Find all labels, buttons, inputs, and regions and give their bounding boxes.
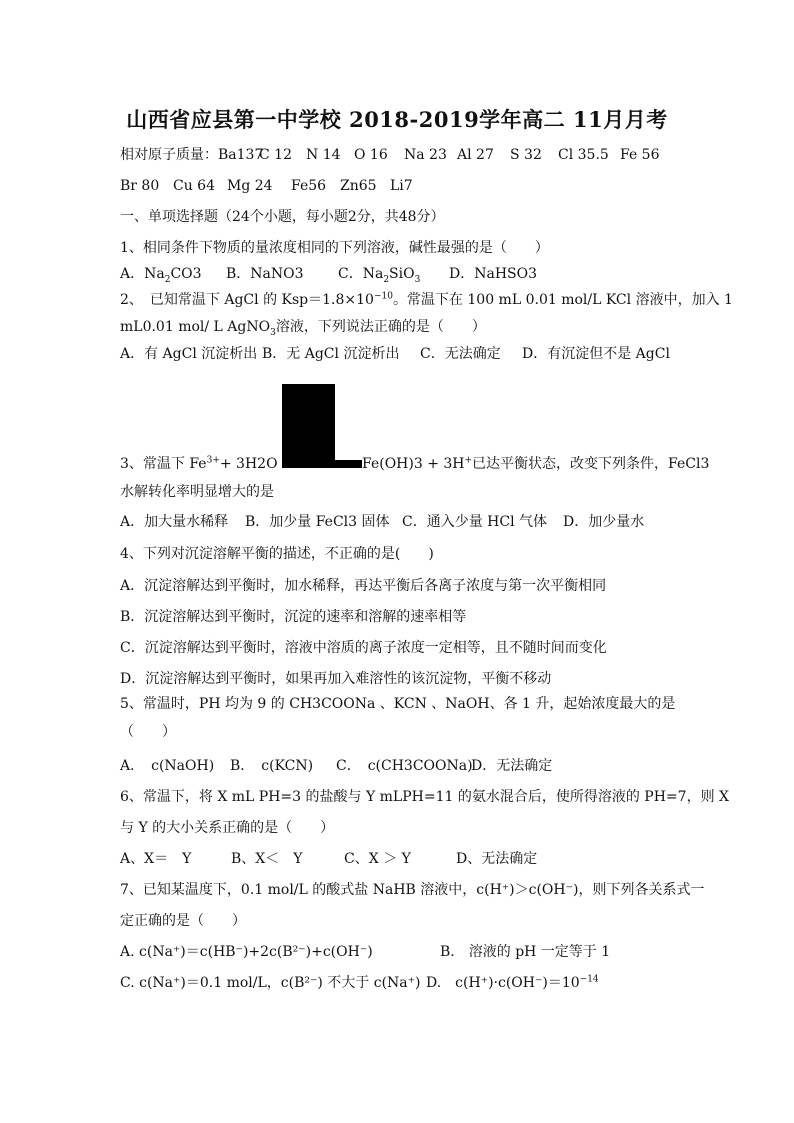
question-5-options — [120, 757, 552, 775]
question-1-options — [120, 265, 537, 283]
option-d: D．沉淀溶解达到平衡时，如果再加入难溶性的该沉淀物，平衡不移动 — [120, 671, 552, 687]
option-a: A．$Na_2CO3$ — [120, 266, 202, 285]
question-3-options — [120, 513, 644, 531]
option-a: A、X＝ Y — [120, 851, 192, 867]
option-d: D．NaHSO3 — [449, 266, 538, 282]
question-5-stem-cont: （ ） — [120, 724, 176, 740]
option-b: B．沉淀溶解达到平衡时，沉淀的速率和溶解的速率相等 — [120, 609, 467, 625]
option-d: D．加少量水 — [563, 514, 645, 530]
atomic-mass-item: Na 23 — [404, 147, 447, 163]
option-a: A．加大量水稀释 — [120, 514, 229, 530]
atomic-masses-line-1 — [120, 146, 660, 164]
question-2-options — [120, 345, 670, 363]
option-d: D. $c(H^+)\cdot c(OH^-)=10^{-14}$ — [426, 974, 599, 991]
question-7-stem: 7、已知某温度下，0.1 mol/L 的酸式盐 NaHB 溶液中，c(H⁺)＞c(OH⁻)，则下列各关系式一 — [120, 882, 705, 898]
option-c: C．$Na_2SiO_3$ — [338, 266, 421, 285]
question-3-stem: 3、常温下 $Fe^{3+}+ 3H2O$ Fe(OH)3 + 3H+已达平衡状态，改变下列条件，FeCl3 — [120, 455, 710, 472]
option-c: C．无法确定 — [420, 346, 501, 362]
atomic-mass-item: C 12 — [259, 147, 292, 163]
option-b: B． c(KCN) — [230, 758, 314, 774]
atomic-mass-item: O 16 — [354, 147, 388, 163]
option-c: C．沉淀溶解达到平衡时，溶液中溶质的离子浓度一定相等，且不随时间而变化 — [120, 640, 607, 656]
question-6-stem: 6、常温下，将 X mL PH=3 的盐酸与 Y mLPH=11 的氨水混合后，使所得溶液的 PH=7，则 X — [120, 789, 729, 805]
option-c: C. c(Na⁺)＝0.1 mol/L，c(B²⁻) 不大于 c(Na⁺) — [120, 975, 421, 991]
option-d: D．无法确定 — [471, 758, 553, 774]
option-b: B. 溶液的 pH 一定等于 1 — [440, 944, 611, 960]
atomic-mass-item: Zn65 — [340, 178, 377, 194]
atomic-mass-item: Br 80 — [120, 178, 160, 194]
atomic-mass-item: Mg 24 — [227, 178, 273, 194]
question-1-stem: 1、相同条件下物质的量浓度相同的下列溶液，碱性最强的是（ ） — [120, 240, 549, 256]
question-2-stem-cont: mL0.01 mol/ L AgNO$_3$溶液，下列说法正确的是（ ） — [120, 319, 486, 338]
option-a: A. c(Na⁺)＝c(HB⁻)+2c(B²⁻)+c(OH⁻) — [120, 944, 373, 960]
question-4-stem: 4、下列对沉淀溶解平衡的描述，不正确的是( ) — [120, 546, 434, 562]
atomic-masses-line-2 — [120, 177, 413, 195]
option-b: B、X＜ Y — [231, 851, 303, 867]
option-a: A．有 AgCl 沉淀析出 — [120, 346, 258, 362]
question-6-options — [120, 850, 537, 868]
section-heading: 一、单项选择题（24个小题，每小题2分，共48分） — [120, 209, 445, 225]
atomic-mass-item: 相对原子质量：Ba137 — [120, 147, 264, 163]
atomic-mass-item: S 32 — [510, 147, 542, 163]
option-b: B．加少量 FeCl3 固体 — [245, 514, 390, 530]
option-c: C、X ＞ Y — [344, 851, 411, 867]
option-d: D、无法确定 — [456, 851, 538, 867]
atomic-mass-item: N 14 — [306, 147, 341, 163]
option-a: A．沉淀溶解达到平衡时，加水稀释，再达平衡后各离子浓度与第一次平衡相同 — [120, 578, 607, 594]
option-c: C．通入少量 HCl 气体 — [402, 514, 548, 530]
atomic-mass-item: Cl 35.5 — [558, 147, 609, 163]
question-2-stem: 2、 已知常温下 AgCl 的 $Ksp=1.8\times 10^{-10}$。常温下在 100 mL 0.01 mol/L KCl 溶液中，加入 1 — [120, 291, 733, 308]
atomic-mass-item: Li7 — [390, 178, 413, 194]
atomic-mass-item: Fe 56 — [620, 147, 660, 163]
option-b: B．无 AgCl 沉淀析出 — [262, 346, 400, 362]
question-3-stem-cont: 水解转化率明显增大的是 — [120, 484, 274, 500]
option-b: B．NaNO3 — [226, 266, 304, 282]
option-c: C． c(CH3COONa) — [336, 758, 473, 774]
atomic-mass-item: Fe56 — [291, 178, 327, 194]
atomic-mass-item: Cu 64 — [173, 178, 215, 194]
question-6-stem-cont: 与 Y 的大小关系正确的是（ ） — [120, 820, 335, 836]
question-5-stem: 5、常温时，PH 均为 9 的 CH3COONa 、KCN 、NaOH、各 1 升，起始浓度最大的是 — [120, 696, 676, 712]
option-d: D．有沉淀但不是 AgCl — [522, 346, 670, 362]
option-a: A． c(NaOH) — [120, 758, 215, 774]
atomic-mass-item: Al 27 — [457, 147, 494, 163]
exam-title: 山西省应县第一中学校 2018-2019学年高二 11月月考 — [126, 107, 668, 132]
question-7-stem-cont: 定正确的是（ ） — [120, 913, 246, 929]
